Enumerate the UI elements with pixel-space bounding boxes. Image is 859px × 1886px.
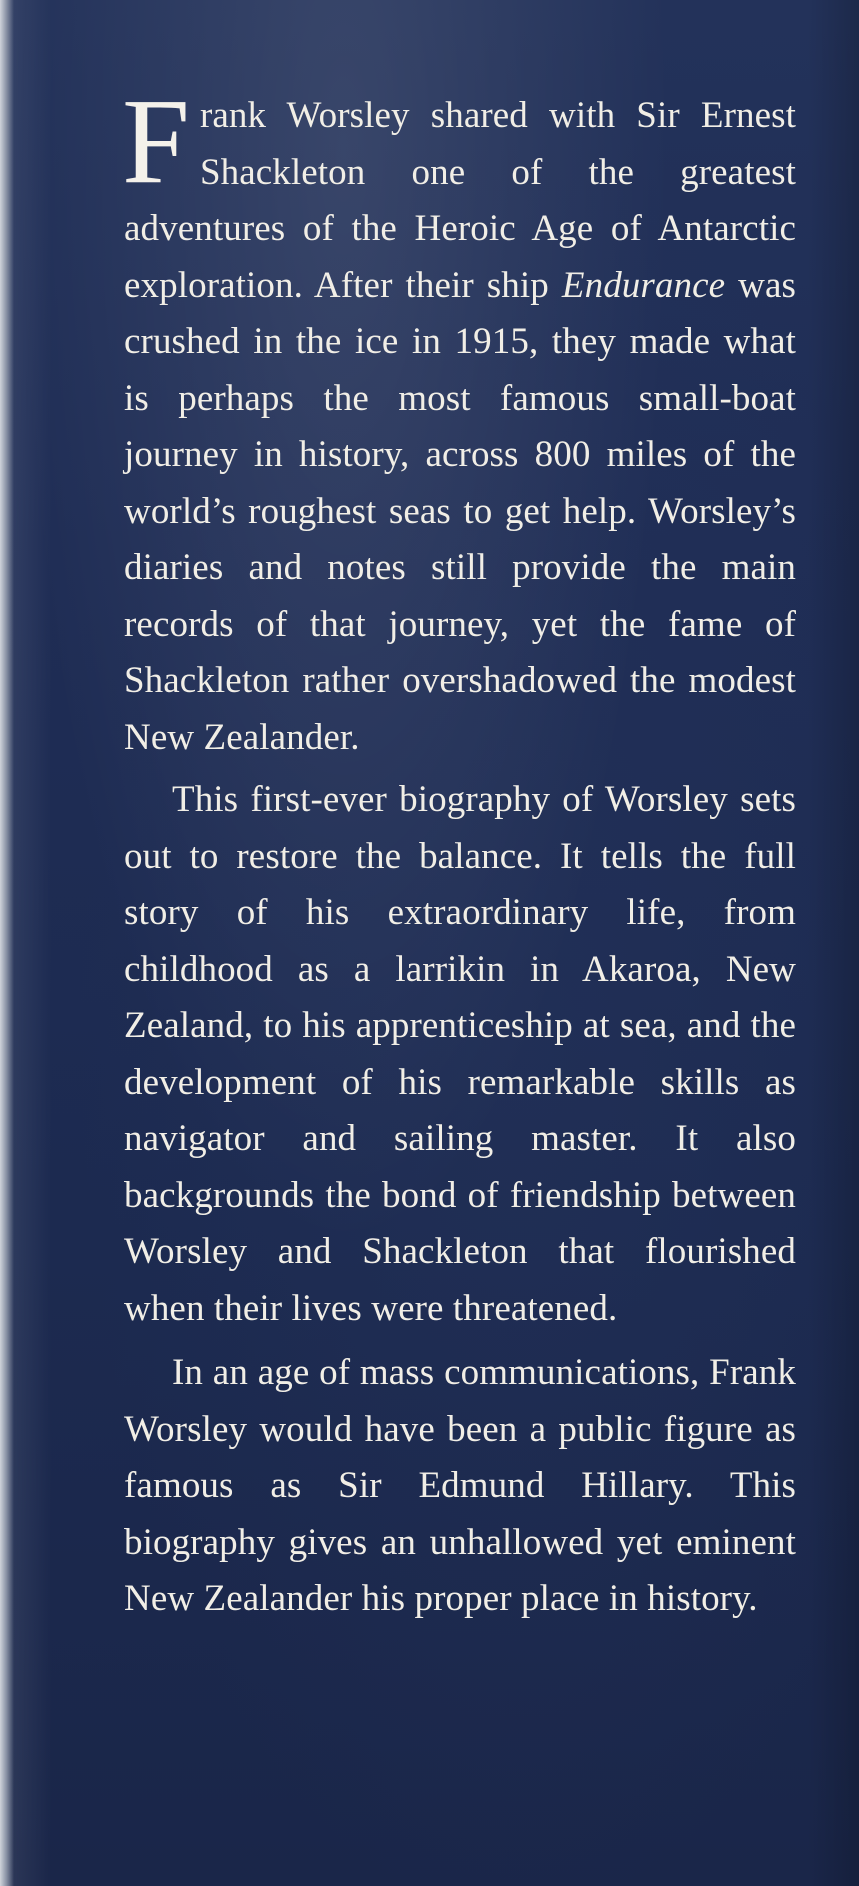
paragraph-1-text-continued: was crushed in the ice in 1915, they made what is perhaps the most famous small-boat journey in history, across 800 miles of the world’s roughest seas to get help. Worsley’s diaries and notes still provide the main records of that journey, yet the fame of Shackleton rather overshadowed the modest New Zealander.	[124, 264, 796, 758]
blurb-text	[122, 74, 796, 1628]
paragraph-1-text: rank Worsley shared with Sir Ernest Shackleton one of the greatest adventures of the Heroic Age of Antarctic exploration. After their ship	[124, 95, 796, 306]
blurb-paragraph-2: This first-ever biography of Worsley sets out to restore the balance. It tells the full story of his extraordinary life, from childhood as a larrikin in Akaroa, New Zealand, to his apprenticeship at sea, and the development of his remarkable skills as navigator and sailing master. It also backgrounds the bond of friendship between Worsley and Shackleton that flourished when their lives were threatened.	[124, 779, 796, 1329]
blurb-paragraph-3: In an age of mass communications, Frank Worsley would have been a public figure as famous as Sir Edmund Hillary. This biography gives an unhallowed yet eminent New Zealander his proper place in history.	[124, 1352, 796, 1619]
cover-edge	[0, 0, 14, 1886]
drop-cap: F	[122, 74, 190, 209]
blurb-paragraph-1	[122, 74, 796, 766]
ship-name: Endurance	[561, 264, 726, 306]
